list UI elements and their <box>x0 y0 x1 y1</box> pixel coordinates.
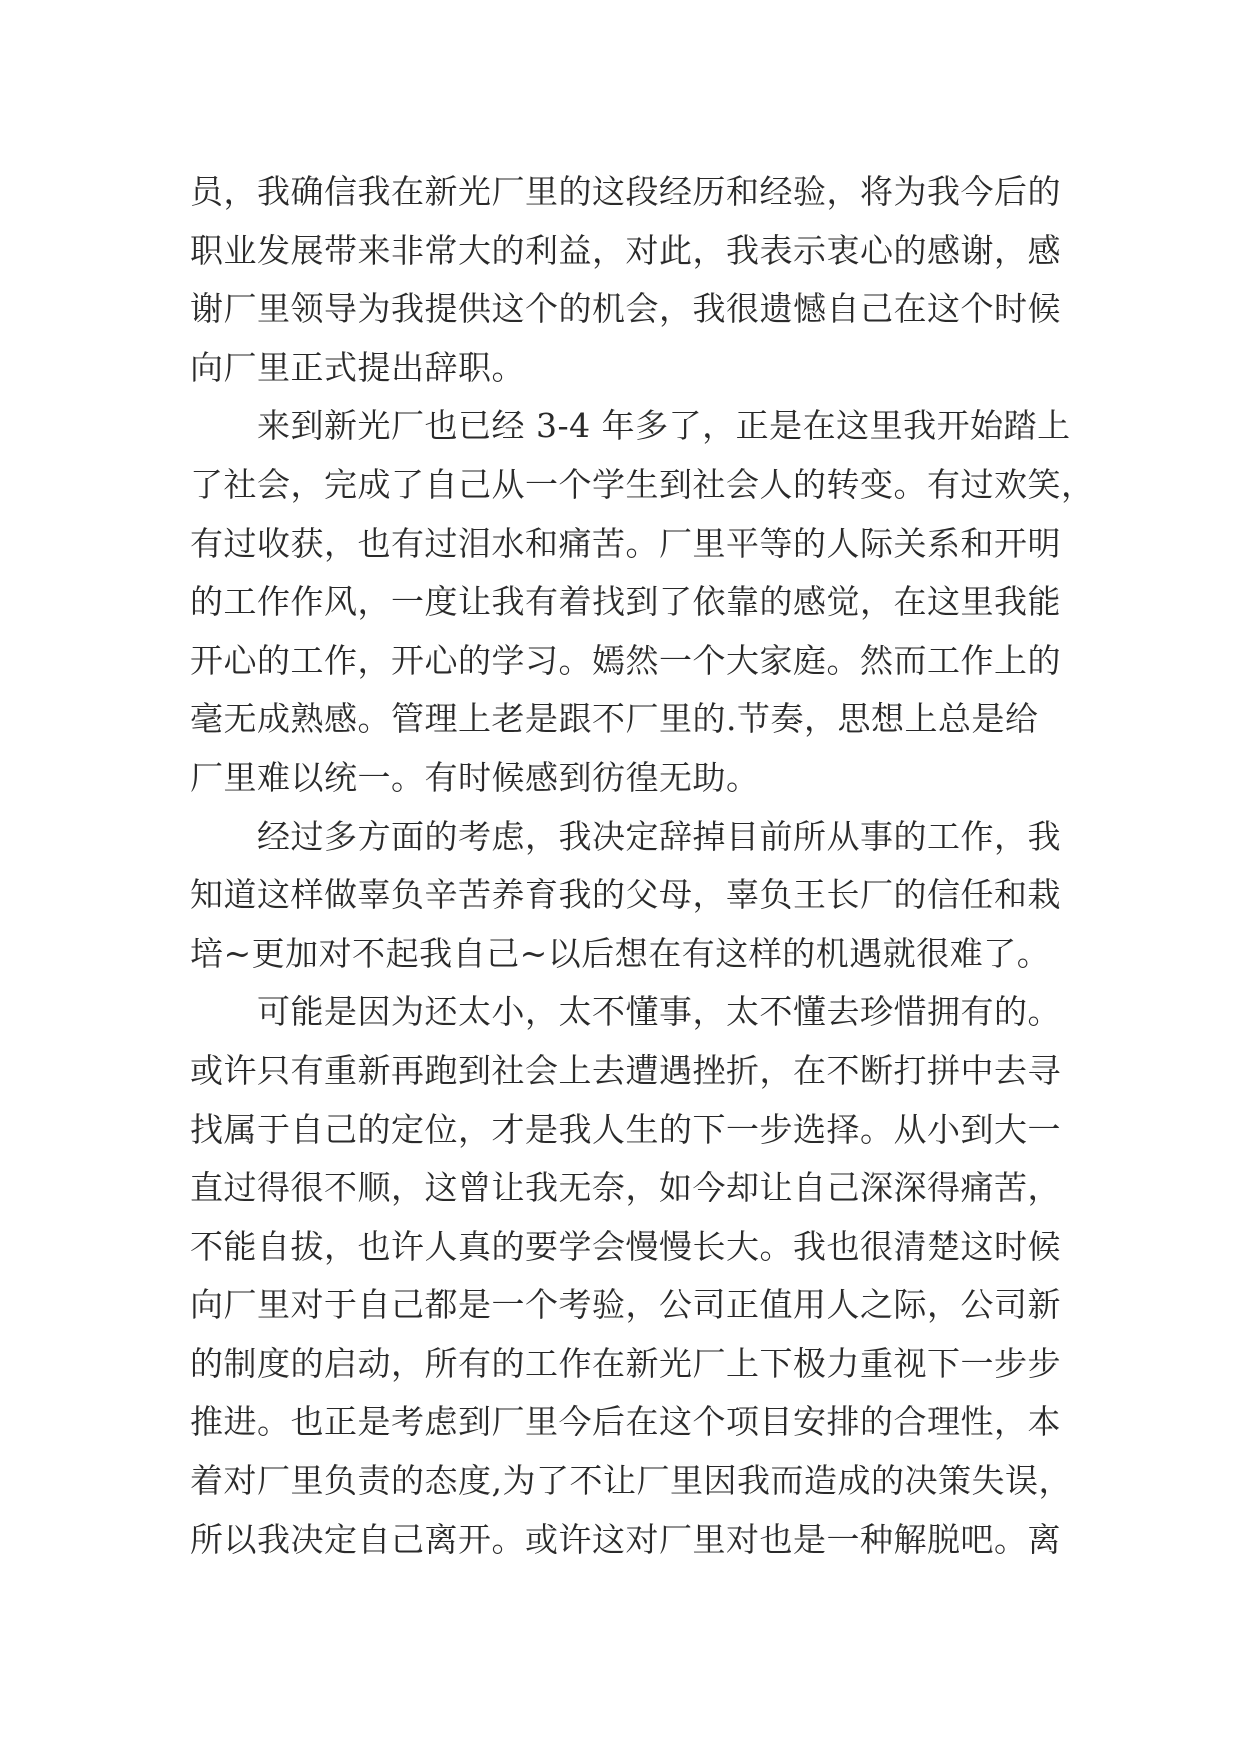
text-line: 找属于自己的定位，才是我人生的下一步选择。从小到大一 <box>190 1109 1061 1149</box>
text-line: 职业发展带来非常大的利益，对此，我表示衷心的感谢，感 <box>190 230 1061 270</box>
text-line: 或许只有重新再跑到社会上去遭遇挫折，在不断打拼中去寻 <box>190 1050 1061 1090</box>
text-line: 向厂里对于自己都是一个考验，公司正值用人之际，公司新 <box>190 1285 1061 1325</box>
text-line: 了社会，完成了自己从一个学生到社会人的转变。有过欢笑， <box>190 464 1095 504</box>
text-line: 培~更加对不起我自己~以后想在有这样的机遇就很难了。 <box>190 933 1051 973</box>
text-line: 开心的工作，开心的学习。嫣然一个大家庭。然而工作上的 <box>190 640 1061 680</box>
text-line: 不能自拔，也许人真的要学会慢慢长大。我也很清楚这时候 <box>190 1226 1061 1266</box>
text-line: 经过多方面的考虑，我决定辞掉目前所从事的工作，我 <box>190 816 1061 856</box>
text-line: 厂里难以统一。有时候感到彷徨无助。 <box>190 757 760 797</box>
letter-body <box>190 163 1095 1569</box>
text-line: 来到新光厂也已经 3-4 年多了，正是在这里我开始踏上 <box>190 406 1071 446</box>
text-line: 所以我决定自己离开。或许这对厂里对也是一种解脱吧。离 <box>190 1519 1061 1559</box>
text-line: 有过收获，也有过泪水和痛苦。厂里平等的人际关系和开明 <box>190 523 1061 563</box>
text-line: 毫无成熟感。管理上老是跟不厂里的.节奏，思想上总是给 <box>190 699 1039 739</box>
text-line: 的制度的启动，所有的工作在新光厂上下极力重视下一步步 <box>190 1343 1061 1383</box>
text-line: 的工作作风，一度让我有着找到了依靠的感觉，在这里我能 <box>190 582 1061 622</box>
text-line: 直过得很不顺，这曾让我无奈，如今却让自己深深得痛苦， <box>190 1168 1061 1208</box>
text-line: 知道这样做辜负辛苦养育我的父母，辜负王长厂的信任和栽 <box>190 875 1061 915</box>
text-line: 谢厂里领导为我提供这个的机会，我很遗憾自己在这个时候 <box>190 289 1061 329</box>
text-line: 员，我确信我在新光厂里的这段经历和经验，将为我今后的 <box>190 172 1061 211</box>
text-line: 向厂里正式提出辞职。 <box>190 347 525 387</box>
text-line: 推进。也正是考虑到厂里今后在这个项目安排的合理性，本 <box>190 1402 1061 1442</box>
text-line: 着对厂里负责的态度,为了不让厂里因我而造成的决策失误， <box>190 1461 1072 1501</box>
text-line: 可能是因为还太小，太不懂事，太不懂去珍惜拥有的。 <box>190 992 1061 1032</box>
